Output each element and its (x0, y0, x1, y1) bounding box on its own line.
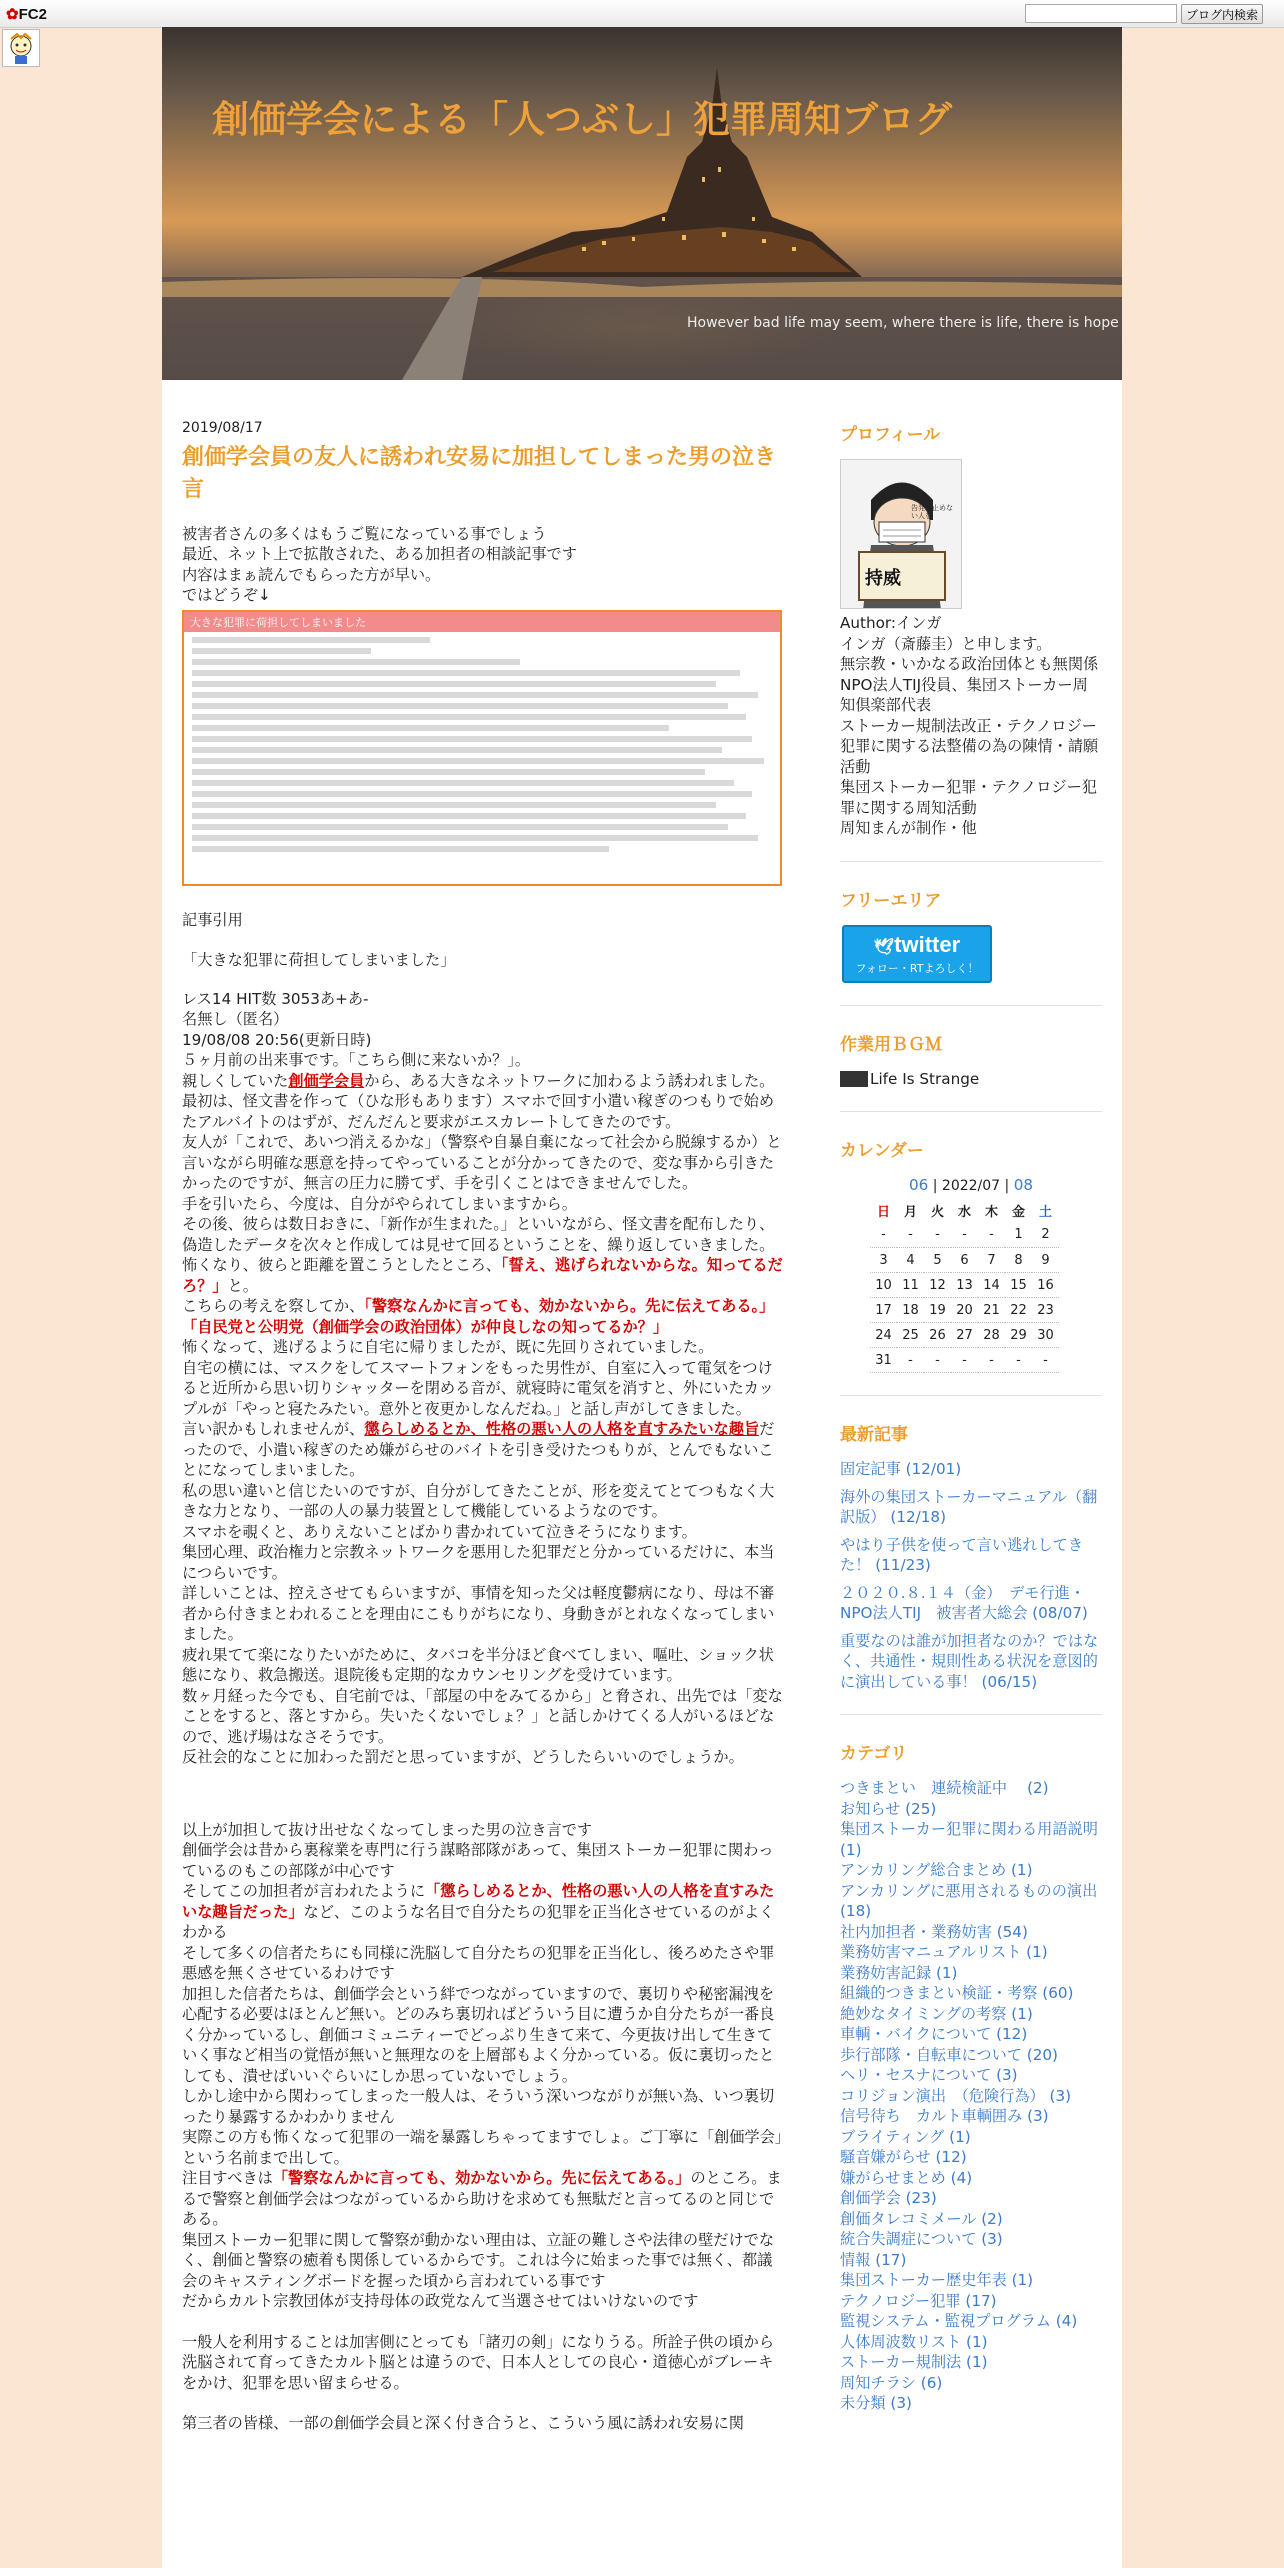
calendar-day: 10 (870, 1273, 897, 1298)
commentary-paragraph: 注目すべきは「警察なんかに言っても、効かないから。先に伝えてある。」のところ。まるで警察と創価学会はつながっているから助けを求めても無駄だと言ってるのと同じである。 (182, 2169, 782, 2229)
category-link[interactable]: 絶妙なタイミングの考察 (1) (840, 2004, 1033, 2023)
quote-paragraph: 疲れ果てて楽になりたいがために、タバコを半分ほど食べてしまい、嘔吐、ショック状態になり、救急搬送。退院後も定期的なカウンセリングを受けています。 (182, 1645, 774, 1685)
calendar-day: 20 (951, 1298, 978, 1323)
category-link[interactable]: 人体周波数リスト (1) (840, 2332, 988, 2351)
calendar-weekday: 日 (876, 1204, 890, 1220)
fc2-mascot-icon[interactable] (2, 29, 40, 67)
calendar-day: 28 (978, 1323, 1005, 1348)
calendar-current-month: 2022/07 (941, 1178, 1001, 1194)
calendar-day: 29 (1005, 1323, 1032, 1348)
bgm-item[interactable]: Life Is Strange (840, 1069, 1102, 1090)
category-link[interactable]: 監視システム・監視プログラム (4) (840, 2312, 1078, 2330)
profile-line: インガ（斎藤圭）と申します。 (840, 634, 1052, 653)
forum-screenshot-image[interactable] (182, 610, 782, 886)
category-link[interactable]: 業務妨害記録 (1) (840, 1963, 958, 1982)
category-link[interactable]: アンカリング総合まとめ (1) (840, 1861, 1033, 1879)
commentary-paragraph: そしてこの加担者が言われたように「懲らしめるとか、性格の悪い人の人格を直すみたいな趣旨だった」など、このような名目で自分たちの犯罪を正当化させているのがよくわかる (182, 1882, 775, 1942)
calendar-day: - (1032, 1348, 1059, 1373)
category-link[interactable]: 歩行部隊・自転車について (20) (840, 2045, 1058, 2064)
intro-line: 最近、ネット上で拡散された、ある加担者の相談記事です (182, 545, 577, 564)
calendar-weekday: 土 (1038, 1204, 1052, 1220)
commentary-paragraph: だからカルト宗教団体が支持母体の政党なんて当選させてはいけないのです (182, 2292, 699, 2311)
quote-paragraph: 最初は、怪文書を作って（ひな形もあります）スマホで回す小遣い稼ぎのつもりで始めたアルバイトのはずが、だんだんと要求がエスカレートしてきたのです。 (182, 1092, 775, 1131)
profile-line: ストーカー規制法改正・テクノロジー犯罪に関する法整備の為の陳情・請願活動 (840, 716, 1099, 776)
post-title[interactable]: 創価学会員の友人に誘われ安易に加担してしまった男の泣き言 (182, 445, 777, 502)
bgm-heading: 作業用ＢＧＭ (840, 1034, 942, 1055)
intro-line: 被害者さんの多くはもうご覧になっている事でしょう (182, 524, 547, 543)
profile-line: 集団ストーカー犯罪・テクノロジー犯罪に関する周知活動 (840, 778, 1097, 817)
recent-post-link[interactable]: 固定記事 (12/01) (840, 1460, 962, 1478)
calendar-day: 25 (897, 1323, 924, 1348)
calendar-day: 17 (870, 1298, 897, 1323)
calendar-day: - (924, 1223, 951, 1248)
calendar-day: 3 (870, 1248, 897, 1273)
profile-line: 周知まんが制作・他 (840, 819, 977, 837)
content-area (162, 380, 1122, 2568)
twitter-bird-icon: 🕊 (873, 938, 895, 956)
quote-paragraph: 言い訳かもしれませんが、懲らしめるとか、性格の悪い人の人格を直すみたいな趣旨だったので、小遣い稼ぎのため嫌がらせのバイトを引き受けたつもりが、とんでもないことになってしまいました。 (182, 1420, 775, 1480)
recent-posts-heading: 最新記事 (840, 1425, 908, 1445)
category-link[interactable]: 情報 (17) (840, 2250, 907, 2269)
calendar-weekday: 水 (957, 1204, 971, 1220)
calendar-day: 19 (924, 1298, 951, 1323)
fc2-toolbar (0, 0, 1284, 28)
category-link[interactable]: つきまとい 連続検証中 (2) (840, 1779, 1049, 1797)
quote-paragraph: ５ヶ月前の出来事です。「こちら側に来ないか？」。 (182, 1051, 531, 1070)
commentary-paragraph: しかし途中から関わってしまった一般人は、そういう深いつながりが無い為、いつ裏切ったり暴露するかわかりません (182, 2087, 775, 2126)
quote-paragraph: 集団心理、政治権力と宗教ネットワークを悪用した犯罪だと分かっているだけに、本当につらいです。 (182, 1543, 775, 1582)
category-link[interactable]: ブライティング (1) (840, 2127, 971, 2146)
calendar-day: 16 (1032, 1273, 1059, 1298)
calendar-day: 5 (924, 1248, 951, 1273)
category-link[interactable]: 集団ストーカー歴史年表 (1) (840, 2271, 1034, 2289)
calendar-day: 7 (978, 1248, 1005, 1273)
profile-line: 無宗教・いかなる政治団体とも無関係 (840, 655, 1099, 673)
intro-line: 内容はまぁ読んでもらった方が早い。 (182, 565, 441, 584)
calendar-day: 27 (951, 1323, 978, 1348)
category-link[interactable]: 統合失調症について (3) (840, 2230, 1003, 2248)
calendar-day: 1 (1005, 1223, 1032, 1248)
calendar-day: 4 (897, 1248, 924, 1273)
calendar-day: - (897, 1223, 924, 1248)
blog-tagline: However bad life may seem, where there is life, there is hope (687, 315, 1119, 331)
category-link[interactable]: 社内加担者・業務妨害 (54) (840, 1922, 1028, 1941)
calendar-day: 12 (924, 1273, 951, 1298)
category-link[interactable]: 創価学会 (23) (840, 2189, 937, 2207)
commentary-paragraph: 実際この方も怖くなって犯罪の一端を暴露しちゃってますでしょ。ご丁寧に「創価学会」という名前まで出して。 (182, 2128, 783, 2167)
commentary-paragraph: 第三者の皆様、一部の創価学会員と深く付き合うと、こういう風に誘われ安易に関 (182, 2414, 744, 2433)
calendar-weekday: 火 (930, 1204, 944, 1220)
quote-paragraph: 「自民党と公明党（創価学会の政治団体）が仲良しなの知ってるか？」 (182, 1317, 668, 1336)
sidebar (840, 420, 1102, 2414)
quote-paragraph: 親しくしていた創価学会員から、ある大きなネットワークに加わるよう誘われました。 (182, 1071, 775, 1090)
quote-label: 記事引用 (182, 910, 243, 929)
category-link[interactable]: 未分類 (3) (840, 2394, 912, 2412)
profile-line: Author:インガ (840, 614, 942, 632)
category-link[interactable]: 集団ストーカー犯罪に関わる用語説明 (1) (840, 1820, 1098, 1859)
calendar-day: 9 (1032, 1248, 1059, 1273)
commentary-paragraph: 以上が加担して抜け出せなくなってしまった男の泣き言です (182, 1820, 593, 1839)
calendar-day: 26 (924, 1323, 951, 1348)
calendar-day: 13 (951, 1273, 978, 1298)
quote-title: 「大きな犯罪に荷担してしまいました」 (182, 951, 456, 970)
calendar-day: 30 (1032, 1323, 1059, 1348)
commentary-paragraph: 創価学会は昔から裏稼業を専門に行う謀略部隊があって、集団ストーカー犯罪に関わっているのもこの部隊が中心です (182, 1841, 774, 1880)
category-link[interactable]: 組織的つきまとい検証・考察 (60) (840, 1984, 1074, 2002)
calendar-prev-month[interactable]: 06 (908, 1176, 929, 1194)
calendar-day: - (897, 1348, 924, 1373)
commentary-paragraph: そして多くの信者たちにも同様に洗脳して自分たちの犯罪を正当化し、後ろめたさや罪悪感を無くさせているわけです (182, 1943, 775, 1983)
main-column (182, 420, 784, 2434)
calendar-day: - (951, 1348, 978, 1373)
category-link[interactable]: テクノロジー犯罪 (17) (840, 2291, 997, 2310)
category-link[interactable]: 車輌・バイクについて (12) (840, 2025, 1028, 2043)
blog-search-input[interactable] (1025, 4, 1177, 23)
calendar-day: 14 (978, 1273, 1005, 1298)
twitter-follow-button[interactable]: 🕊twitter フォロー・RTよろしく！ (842, 925, 992, 983)
blog-header-banner (162, 27, 1122, 380)
quote-paragraph: 自宅の横には、マスクをしてスマートフォンをもった男性が、自室に入って電気をつけると近所から思い切りシャッターを閉める音が、就寝時に電気を消すと、外にいたカップルが「やっと寝たみたい。意外と夜更かしなんだね。」と話し声がしてきました。 (182, 1358, 774, 1418)
calendar-day: 2 (1032, 1223, 1059, 1248)
quote-meta: レス14 HIT数 3053あ+あ- (182, 989, 369, 1008)
quote-paragraph: 反社会的なことに加わった罰だと思っていますが、どうしたらいいのでしょうか。 (182, 1748, 744, 1767)
category-link[interactable]: 業務妨害マニュアルリスト (1) (840, 1943, 1048, 1961)
blog-title[interactable]: 創価学会による「人つぶし」犯罪周知ブログ (212, 98, 952, 141)
profile-image-note: 告発を止めない人を (911, 504, 953, 520)
intro-line: ではどうぞ↓ (182, 586, 271, 605)
quote-meta: 名無し（匿名） (182, 1010, 289, 1029)
post-date: 2019/08/17 (182, 420, 263, 436)
quote-paragraph: その後、彼らは数日おきに、「新作が生まれた。」といいながら、怪文書を配布したり、偽造したデータを次々と作成しては見せて回るということを、繰り返していきました。 (182, 1215, 775, 1254)
video-thumbnail-icon (840, 1071, 868, 1087)
category-link[interactable]: 騒音嫌がらせ (12) (840, 2148, 967, 2166)
category-link[interactable]: 周知チラシ (6) (840, 2373, 943, 2392)
calendar-day: 15 (1005, 1273, 1032, 1298)
category-link[interactable]: アンカリングに悪用されるものの演出 (18) (840, 1881, 1098, 1920)
calendar-heading: カレンダー (840, 1141, 924, 1161)
quote-paragraph: 怖くなり、彼らと距離を置こうとしたところ、「誓え、逃げられないからな。知ってるだろ？」と。 (182, 1256, 783, 1295)
quote-paragraph: 怖くなって、逃げるように自宅に帰りましたが、既に先回りされていました。 (182, 1338, 714, 1357)
category-link[interactable]: コリジョン演出 （危険行為） (3) (840, 2086, 1072, 2105)
profile-image-caption: 持威 (865, 568, 901, 589)
calendar-table (870, 1198, 1059, 1374)
fc2-logo[interactable]: ✿FC2 (6, 6, 47, 23)
calendar-nav: 06 | 2022/07 | 08 (908, 1176, 1034, 1194)
quote-paragraph: スマホを覗くと、ありえないことばかり書かれていて泣きそうになります。 (182, 1522, 697, 1541)
quote-paragraph: 私の思い違いと信じたいのですが、自分がしてきたことが、形を変えてとてつもなく大きな力となり、一部の人の暴力装置として機能しているようなのです。 (182, 1481, 775, 1521)
calendar-day: - (978, 1348, 1005, 1373)
calendar-weekday: 金 (1011, 1204, 1025, 1220)
calendar-day: - (924, 1348, 951, 1373)
quote-paragraph: 数ヶ月経った今でも、自宅前では、「部屋の中をみてるから」と脅され、出先では「変なことをすると、落とすから。失いたくないでしょ？」と話しかけてくる人がいるほどなので、逃げ場はなさそうです。 (182, 1686, 783, 1746)
recent-post-link[interactable]: 海外の集団ストーカーマニュアル（翻訳版） (12/18) (840, 1487, 1098, 1526)
calendar-weekday: 木 (984, 1204, 998, 1220)
profile-heading: プロフィール (840, 425, 941, 445)
quote-paragraph: 友人が「これで、あいつ消えるかな」（警察や自暴自棄になって社会から脱線するか）と言いながら明確な悪意を持ってやっていることが分かってきたので、変な事から引きたかったのですが、無言の圧力に勝てず、手を引くことはできませんでした。 (182, 1133, 782, 1193)
quote-paragraph: 手を引いたら、今度は、自分がやられてしまいますから。 (182, 1194, 577, 1213)
calendar-day: 31 (870, 1348, 897, 1373)
screenshot-title-band: 大きな犯罪に荷担してしまいました (184, 612, 780, 632)
calendar-day: 18 (897, 1298, 924, 1323)
highlight-link[interactable]: 懲らしめるとか、性格の悪い人の人格を直すみたいな趣旨 (364, 1420, 760, 1439)
quote-paragraph: 詳しいことは、控えさせてもらいますが、事情を知った父は軽度鬱病になり、母は不審者から付きまとわれることを理由にこもりがちになり、身動きがとれなくなってしまいました。 (182, 1584, 775, 1644)
profile-line: NPO法人TIJ役員、集団ストーカー周知倶楽部代表 (840, 675, 1088, 714)
commentary-paragraph: 加担した信者たちは、創価学会という絆でつながっていますので、裏切りや秘密漏洩を心配する必要はほとんど無い。どのみち裏切ればどういう目に遭うか自分たちが一番良く分かっているし、創価コミュニティーでどっぷり生きて来て、今更抜け出して生きていく事など相当の覚悟が無いと無理なのを上層部もよく分かっている。仮に裏切ったとしても、潰せばいいぐらいにしか思っていないでしょう。 (182, 1984, 775, 2085)
category-link[interactable]: ヘリ・セスナについて (3) (840, 2066, 1018, 2084)
commentary-paragraph: 集団ストーカー犯罪に関して警察が動かない理由は、立証の難しさや法律の壁だけでなく、創価と警察の癒着も関係しているからです。これは今に始まった事では無く、都議会のキャスティングボードを握った頃から言われている事です (182, 2230, 775, 2290)
category-link[interactable]: ストーカー規制法 (1) (840, 2353, 988, 2371)
calendar-weekday: 月 (903, 1204, 917, 1220)
free-area-heading: フリーエリア (840, 890, 942, 911)
calendar-day: 6 (951, 1248, 978, 1273)
recent-post-link[interactable]: 重要なのは誰が加担者なのか？ではなく、共通性・規則性ある状況を意図的に演出している事！ (06/15) (840, 1631, 1099, 1691)
blog-search-button[interactable]: ブログ内検索 (1181, 4, 1263, 24)
soka-link[interactable]: 創価学会員 (288, 1071, 365, 1090)
calendar-day: - (951, 1223, 978, 1248)
calendar-next-month[interactable]: 08 (1013, 1176, 1034, 1194)
profile-avatar[interactable] (840, 459, 962, 609)
quote-meta: 19/08/08 20:56(更新日時) (182, 1030, 372, 1049)
calendar-day: 11 (897, 1273, 924, 1298)
categories-heading: カテゴリ (840, 1744, 908, 1764)
calendar-day: 23 (1032, 1298, 1059, 1323)
category-link[interactable]: お知らせ (25) (840, 1799, 937, 1818)
calendar-day: 8 (1005, 1248, 1032, 1273)
category-link[interactable]: 嫌がらせまとめ (4) (840, 2168, 973, 2187)
calendar-day: 22 (1005, 1298, 1032, 1323)
calendar-day: - (978, 1223, 1005, 1248)
calendar-day: 21 (978, 1298, 1005, 1323)
recent-post-link[interactable]: やはり子供を使って言い逃れしてきた！ (11/23) (840, 1535, 1083, 1574)
quote-paragraph: こちらの考えを察してか、「警察なんかに言っても、効かないから。先に伝えてある。」 (182, 1297, 775, 1316)
commentary-paragraph: 一般人を利用することは加害側にとっても「諸刃の剣」になりうる。所詮子供の頃から洗脳されて育ってきたカルト脳とは違うので、日本人としての良心・道徳心がブレーキをかけ、犯罪を思い留まらせる。 (182, 2332, 775, 2392)
category-link[interactable]: 創価タレコミメール (2) (840, 2209, 1003, 2228)
calendar-day: - (1005, 1348, 1032, 1373)
calendar-day: 24 (870, 1323, 897, 1348)
recent-post-link[interactable]: ２０２０.８.１４（金） デモ行進・NPO法人TIJ 被害者大総会 (08/07) (840, 1583, 1088, 1622)
calendar-day: - (870, 1223, 897, 1248)
category-link[interactable]: 信号待ち カルト車輌囲み (3) (840, 2107, 1049, 2125)
